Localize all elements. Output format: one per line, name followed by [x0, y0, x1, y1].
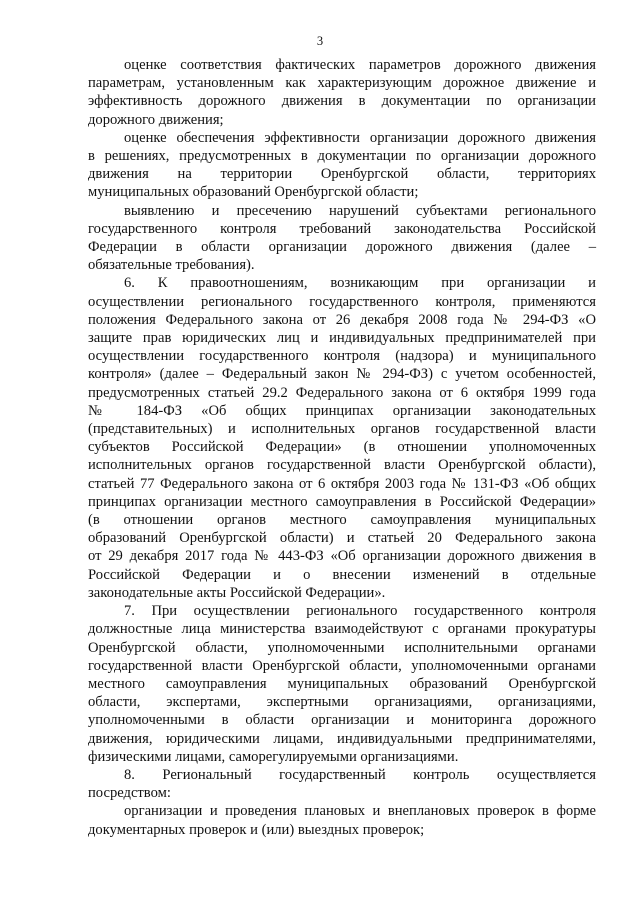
text-line: защите прав юридических лиц и индивидуальных предпринимателей при — [88, 330, 596, 347]
text-line: Оренбургской области, уполномоченными исполнительными органами — [88, 639, 596, 656]
text-line: посредством: — [88, 785, 171, 802]
text-line: выявлению и пресечению нарушений субъектами регионального — [124, 202, 596, 219]
paragraph-p2 — [88, 129, 596, 202]
text-line: законодательные акты Российской Федерации». — [88, 584, 386, 601]
text-line: государственной власти Оренбургской области, уполномоченными органами — [88, 657, 596, 674]
text-line: № 184-ФЗ «Об общих принципах организации законодательных — [88, 402, 596, 419]
paragraph-p3 — [88, 202, 596, 275]
text-line: должностные лица министерства взаимодействуют с органами прокуратуры — [88, 621, 596, 638]
text-line: эффективность дорожного движения в документации по организации — [88, 93, 596, 110]
text-line: документарных проверок и (или) выездных проверок; — [88, 821, 425, 838]
text-line: обязательные требования). — [88, 257, 255, 274]
text-line: статьей 77 Федерального закона от 6 октября 2003 года № 131-ФЗ «Об общих — [88, 475, 596, 492]
text-line: в решениях, предусмотренных в документации по организации дорожного — [88, 148, 596, 165]
text-line: оценке соответствия фактических параметров дорожного движения — [124, 57, 596, 73]
paragraph-p7 — [88, 802, 596, 838]
text-line: субъектов Российской Федерации» (в отношении уполномоченных — [88, 439, 596, 456]
text-line: 7. При осуществлении регионального государственного контроля — [124, 603, 596, 620]
paragraph-p1 — [88, 56, 596, 129]
text-line: дорожного движения; — [88, 111, 224, 128]
text-line: Федерации в области организации дорожного движения (далее – — [88, 239, 596, 256]
text-line: организации и проведения плановых и внеплановых проверок в форме — [124, 803, 596, 820]
text-line: предусмотренных статьей 29.2 Федерального закона от 6 октября 1999 года — [88, 384, 596, 401]
text-line: 8. Региональный государственный контроль осуществляется — [124, 766, 596, 783]
text-line: осуществлении государственного контроля (надзора) и муниципального — [88, 348, 596, 365]
text-line: движения на территории Оренбургской области, территориях — [88, 166, 596, 183]
text-line: физическими лицами, саморегулируемыми организациями. — [88, 748, 459, 765]
text-line: Российской Федерации и о внесении изменений в отдельные — [88, 566, 596, 583]
text-line: исполнительных органов государственной власти Оренбургской области), — [88, 457, 596, 474]
text-line: образований Оренбургской области) и статьей 20 Федерального закона — [88, 530, 596, 547]
paragraph-p6 — [88, 766, 596, 802]
text-line: оценке обеспечения эффективности организации дорожного движения — [124, 129, 596, 146]
text-line: осуществлении регионального государственного контроля, применяются — [88, 293, 596, 310]
text-line: положения Федерального закона от 26 декабря 2008 года № 294-ФЗ «О — [88, 311, 596, 328]
text-line: муниципальных образований Оренбургской области; — [88, 184, 419, 201]
paragraph-p5 — [88, 602, 596, 766]
text-line: параметрам, установленным как характеризующим дорожное движение и — [88, 75, 596, 92]
text-line: контроля» (далее – Федеральный закон № 294-ФЗ) с учетом особенностей, — [88, 366, 596, 383]
page-number: 3 — [316, 34, 324, 48]
text-line: (в отношении органов местного самоуправления муниципальных — [88, 512, 596, 529]
paragraph-p4 — [88, 274, 596, 602]
text-line: принципах организации местного самоуправления в Российской Федерации» — [88, 493, 596, 510]
text-line: области, экспертами, экспертными организациями, организациями, — [88, 694, 596, 711]
document-body — [88, 56, 596, 839]
text-line: государственного контроля требований законодательства Российской — [88, 220, 596, 237]
text-line: (представительных) и исполнительных органов государственной власти — [88, 421, 596, 438]
text-line: местного самоуправления муниципальных образований Оренбургской — [88, 675, 596, 692]
text-line: уполномоченными в области организации и мониторинга дорожного — [88, 712, 596, 729]
text-line: 6. К правоотношениям, возникающим при организации и — [124, 275, 596, 292]
text-line: от 29 декабря 2017 года № 443-ФЗ «Об организации дорожного движения в — [88, 548, 596, 565]
text-line: движения, юридическими лицами, индивидуальными предпринимателями, — [88, 730, 596, 747]
